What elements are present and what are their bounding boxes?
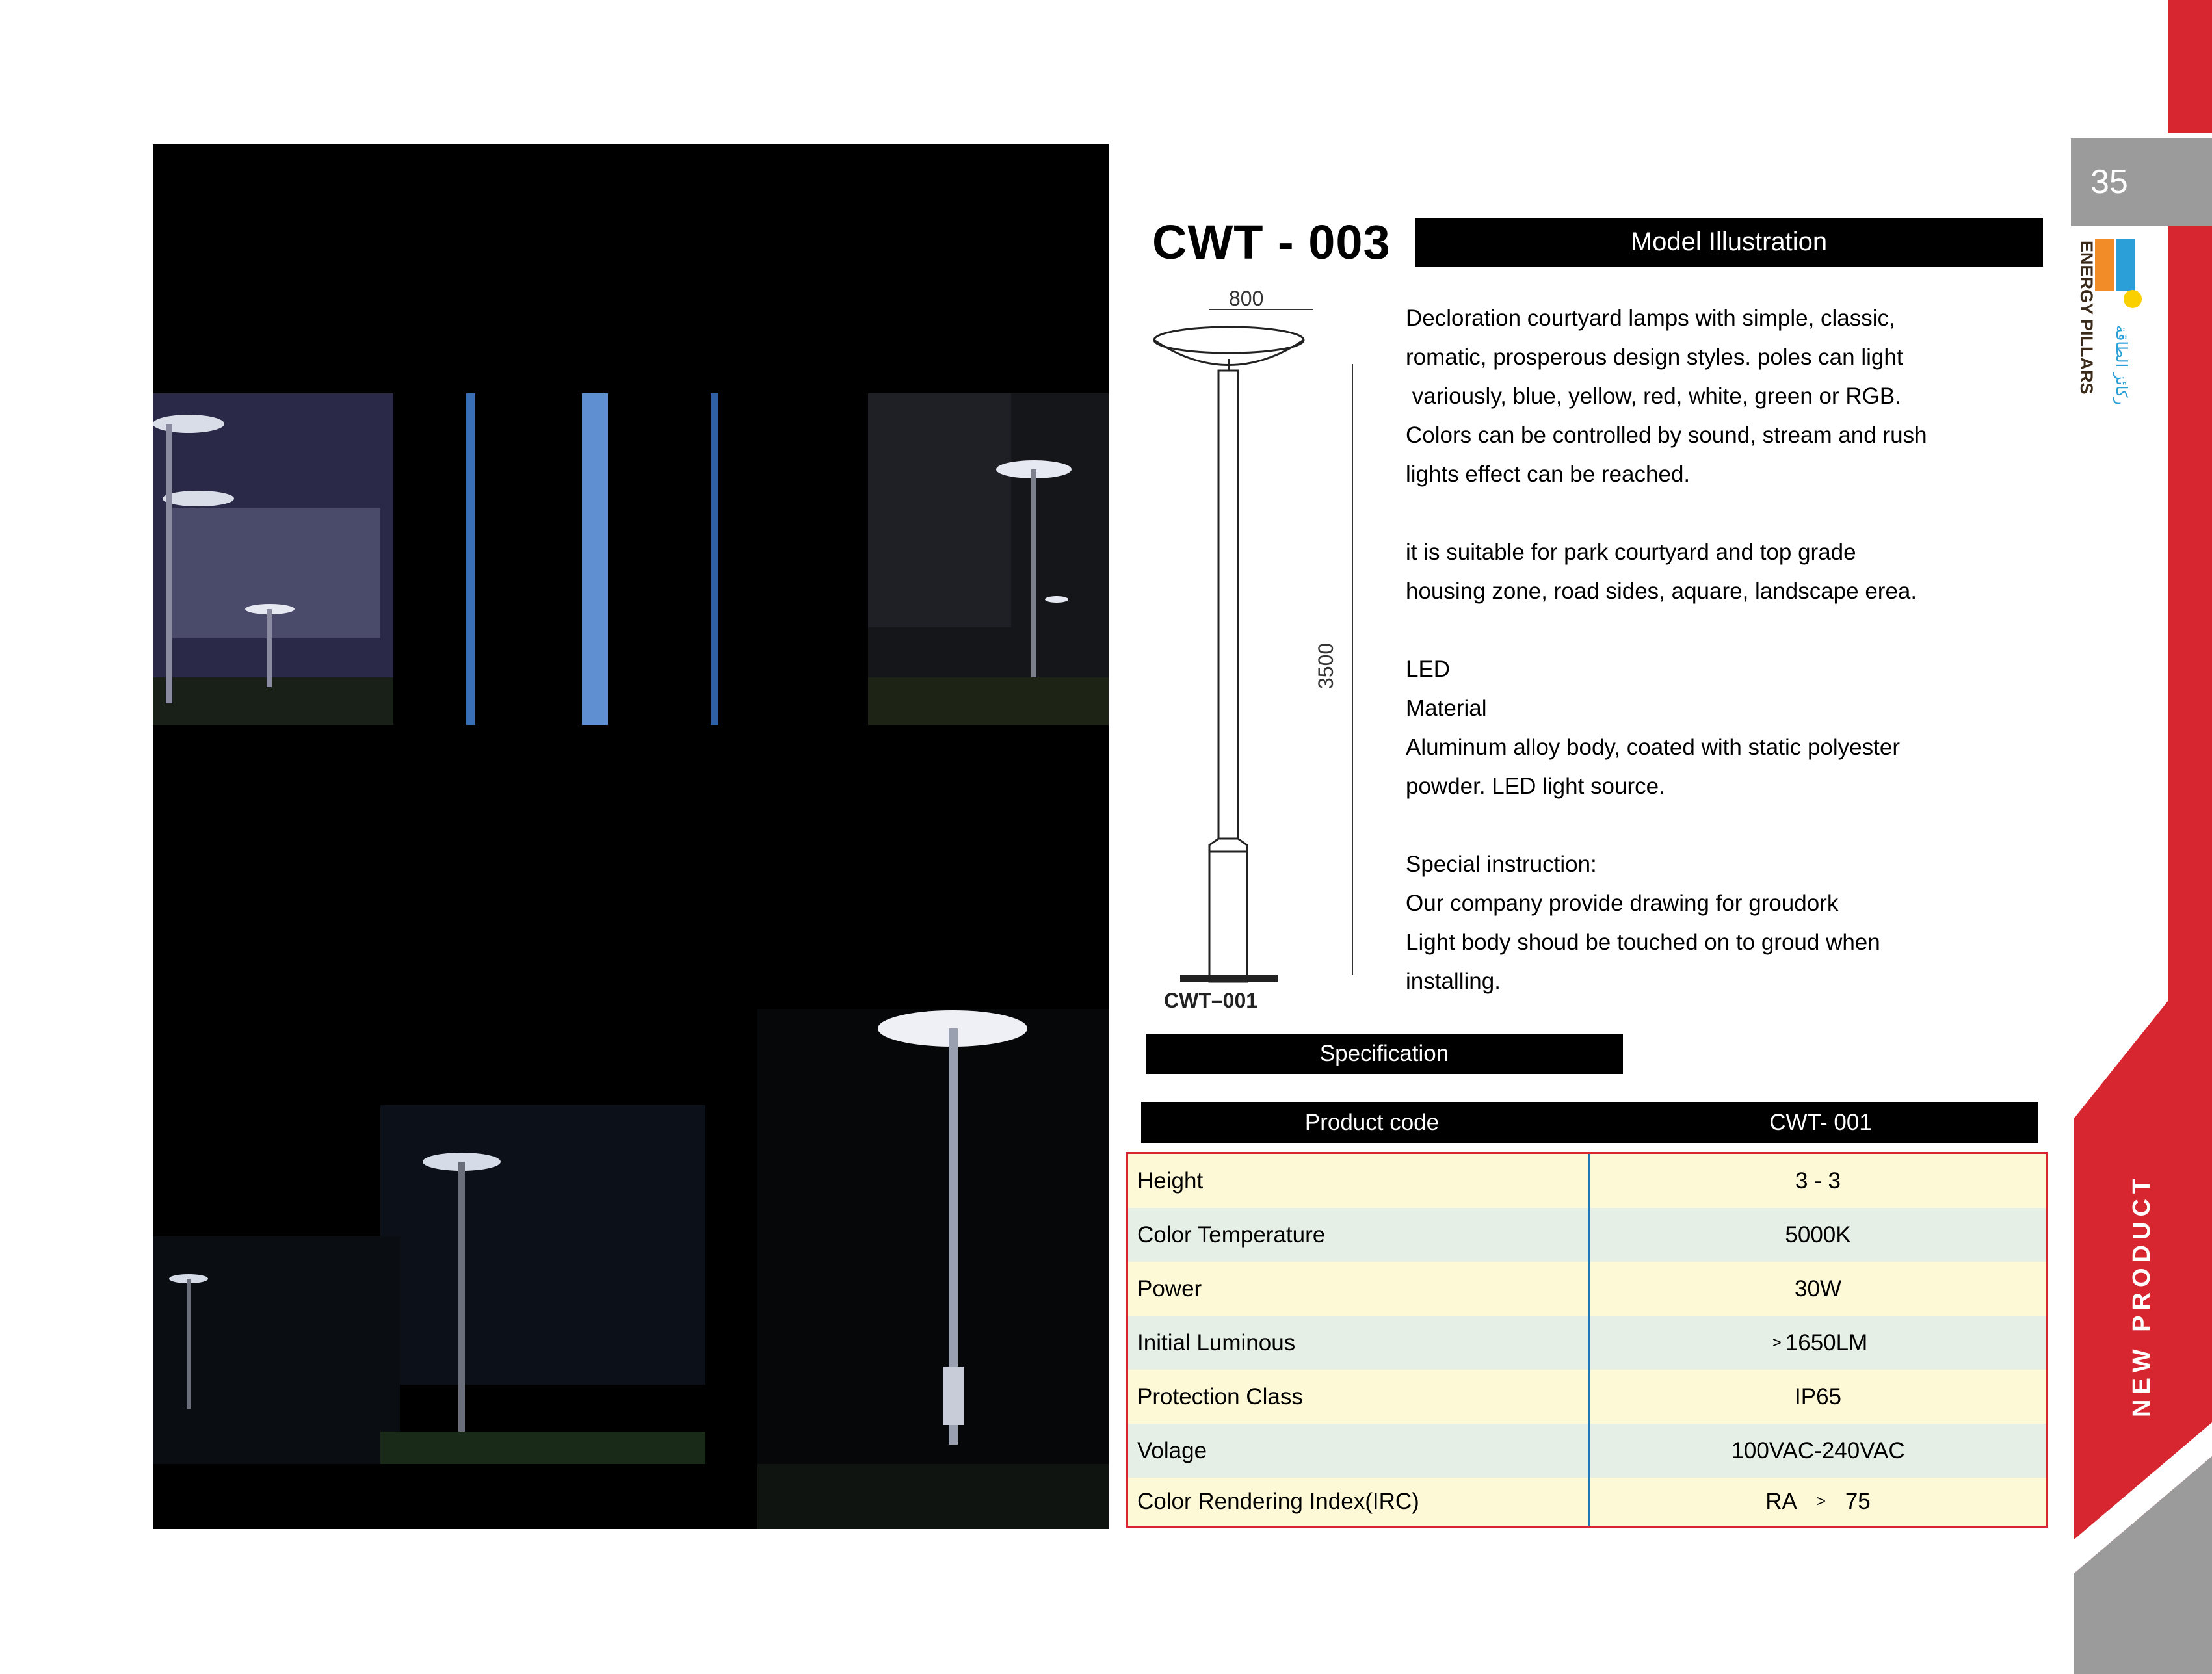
lamp-technical-drawing [1144,286,1359,1014]
description-line [1406,494,2056,533]
row-key: Power [1137,1275,1202,1301]
description-line: lights effect can be reached. [1406,462,1691,487]
row-key: Color Rendering Index(IRC) [1137,1489,1419,1514]
row-key: Initial Luminous [1137,1329,1296,1355]
table-row [1128,1370,2046,1424]
logo-text: ENERGY PILLARS [2077,241,2096,395]
row-value: 30W [1795,1275,1841,1301]
height-dimension: 3500 [1314,642,1337,689]
description-line: housing zone, road sides, aquare, landscape erea. [1406,579,1917,604]
table-row [1128,1154,2046,1208]
header-product-code-label: Product code [1304,1109,1440,1135]
description-line: Our company provide drawing for groudork [1406,891,1839,916]
description-line: Special instruction: [1406,852,1597,877]
row-value: 100VAC-240VAC [1731,1437,1905,1463]
description-line: Decloration courtyard lamps with simple, classic, [1406,306,1895,331]
description-line: romatic, prosperous design styles. poles can light [1406,345,1903,370]
table-row [1128,1262,2046,1316]
header-product-code-value: CWT- 001 [1769,1109,1872,1135]
specification-heading: Specification [1146,1034,1623,1074]
description-line: Light body shoud be touched on to groud when [1406,930,1880,955]
spec-table [1126,1152,2048,1528]
product-description [1406,299,2056,1001]
row-key: Volage [1137,1437,1207,1463]
description-line: powder. LED light source. [1406,774,1665,799]
greater-than-symbol: > [1772,1333,1782,1352]
energy-pillars-logo [2068,234,2159,416]
table-row [1128,1316,2046,1370]
description-line: Colors can be controlled by sound, stream and rush [1406,423,1927,448]
description-line [1406,611,2056,650]
product-photo-collage [153,144,1109,1529]
row-value: 75 [1845,1489,1871,1514]
row-key: Color Temperature [1137,1222,1326,1248]
row-key: Protection Class [1137,1383,1303,1409]
row-value-cell [1590,1478,2046,1526]
row-value-cell [1590,1316,2046,1370]
table-row [1128,1424,2046,1478]
row-value: 1650LM [1785,1329,1868,1355]
row-value-prefix: RA [1765,1489,1797,1514]
row-value: IP65 [1795,1383,1841,1409]
row-value: 5000K [1785,1222,1851,1248]
model-illustration-heading: Model Illustration [1415,218,2043,267]
description-line: installing. [1406,969,1501,994]
description-line [1406,806,2056,845]
logo-arabic: ركائز الطاقة [2113,325,2131,406]
description-line: Aluminum alloy body, coated with static polyester [1406,735,1900,760]
red-band-middle [2168,226,2212,1013]
red-band-top [2168,0,2212,133]
side-label-text: NEW PRODUCT [2128,1173,2155,1417]
width-dimension: 800 [1229,287,1264,310]
row-value: 3 - 3 [1795,1168,1841,1194]
model-title: CWT - 003 [1152,215,1391,269]
table-row [1128,1208,2046,1262]
description-line: variously, blue, yellow, red, white, green or RGB. [1406,384,1901,409]
description-line: LED [1406,657,1451,682]
table-row [1128,1478,2046,1526]
greater-than-symbol: > [1816,1493,1826,1510]
column-divider [1588,1154,1590,1526]
description-line: Material [1406,696,1487,721]
description-line: it is suitable for park courtyard and top grade [1406,540,1856,565]
row-key: Height [1137,1168,1204,1194]
side-label [2111,1164,2176,1424]
drawing-label: CWT–001 [1164,989,1258,1012]
spec-table-header [1141,1102,2038,1143]
page-number: 35 [2090,163,2128,201]
